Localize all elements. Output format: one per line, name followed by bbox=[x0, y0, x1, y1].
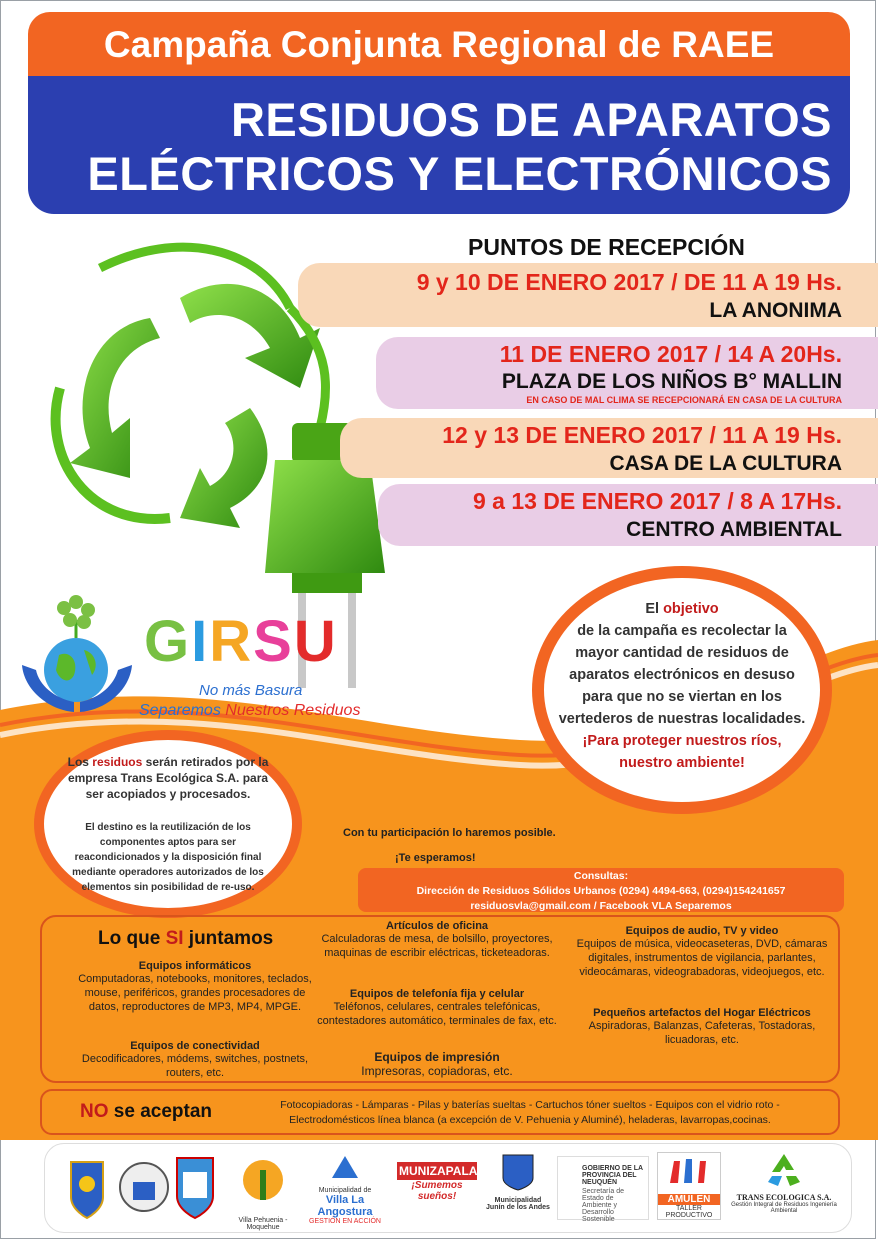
objetivo-intro-b: objetivo bbox=[663, 601, 719, 617]
junin-shield-icon bbox=[500, 1152, 536, 1192]
group-impresion bbox=[312, 1050, 562, 1078]
amulen-sub: TALLER PRODUCTIVO bbox=[665, 1205, 713, 1219]
punto-1 bbox=[298, 263, 878, 327]
group-title: Equipos informáticos bbox=[138, 960, 252, 972]
no-aceptan-text: Fotocopiadoras - Lámparas - Pilas y baterías sueltas - Cartuchos tóner sueltos - Equipos con el vidrio roto - Electrodomésticos línea blanca (a excepción de V. Pehuenia y Aluminé), heladeras, lavarropas,cocinas. bbox=[280, 1099, 780, 1126]
consultas-box bbox=[358, 868, 844, 912]
title-line-2: ELÉCTRICOS Y ELECTRÓNICOS bbox=[87, 147, 832, 200]
campaign-title: Campaña Conjunta Regional de RAEE bbox=[103, 24, 775, 65]
girsu-wordmark: GIRSU bbox=[144, 609, 338, 674]
residuos-intro-b: residuos bbox=[92, 755, 143, 769]
punto-4-date: 9 a 13 DE ENERO 2017 / 8 A 17Hs. bbox=[472, 488, 842, 514]
group-informaticos bbox=[70, 960, 320, 1014]
group-hogar bbox=[572, 1007, 832, 1047]
group-text: Computadoras, notebooks, monitores, teclados, mouse, periféricos, grandes procesadores de datos, reproductores de MP3, MP4, MPGE. bbox=[78, 973, 312, 1013]
group-oficina bbox=[312, 920, 562, 960]
group-text: Aspiradoras, Balanzas, Cafeteras, Tostadoras, licuadoras, etc. bbox=[588, 1020, 816, 1046]
mountain-icon bbox=[330, 1152, 360, 1182]
group-text: Equipos de música, videocaseteras, DVD, cámaras digitales, instrumentos de vigilancia, parlantes, videocámaras, videograbadoras, videojuegos, etc. bbox=[576, 938, 828, 978]
angostura-name: Villa La Angostura bbox=[317, 1194, 373, 1218]
trans-logo bbox=[729, 1152, 839, 1214]
punto-3 bbox=[340, 418, 878, 478]
group-telefonia bbox=[312, 988, 562, 1028]
objetivo-text bbox=[554, 598, 810, 774]
munizapala-logo bbox=[397, 1162, 477, 1202]
punto-2-note: EN CASO DE MAL CLIMA SE RECEPCIONARÁ EN CASA DE LA CULTURA bbox=[526, 395, 842, 405]
si-title-a: Lo que bbox=[98, 928, 161, 949]
trans-name: TRANS ECOLOGICA S.A. bbox=[736, 1193, 832, 1202]
globe-hands-icon bbox=[14, 580, 144, 730]
si-title-b: SI bbox=[165, 928, 184, 949]
esperamos-text: ¡Te esperamos! bbox=[395, 852, 476, 864]
gobierno-name: GOBIERNO DE LA PROVINCIA DEL NEUQUÉN bbox=[582, 1165, 643, 1186]
objetivo-body: de la campaña es recolectar la mayor cantidad de residuos de aparatos electrónicos en desuso para que no se viertan en los vertederos de nuestras localidades. bbox=[558, 623, 806, 727]
trans-sub: Gestión Integral de Residuos Ingeniería Ambiental bbox=[731, 1202, 837, 1214]
girsu-slogan bbox=[139, 702, 360, 720]
residuos-circle bbox=[34, 730, 302, 918]
aluminé-shield-icon bbox=[173, 1152, 217, 1222]
punto-1-date: 9 y 10 DE ENERO 2017 / DE 11 A 19 Hs. bbox=[416, 269, 842, 295]
group-text: Decodificadores, módems, switches, postnets, routers, etc. bbox=[81, 1053, 309, 1079]
girsu-logo bbox=[14, 580, 394, 730]
municipal-seal-icon bbox=[119, 1152, 169, 1222]
angostura-sub: GESTIÓN EN ACCIÓN bbox=[309, 1218, 381, 1225]
objetivo-circle bbox=[532, 566, 832, 814]
residuos-intro-a: Los bbox=[67, 755, 89, 769]
recycle-icon bbox=[764, 1152, 804, 1188]
residuos-text1 bbox=[64, 754, 272, 802]
group-text: Impresoras, copiadoras, etc. bbox=[361, 1064, 513, 1078]
campaign-banner bbox=[28, 12, 850, 76]
amulen-name: AMULEN bbox=[658, 1194, 720, 1205]
punto-2-date: 11 DE ENERO 2017 / 14 A 20Hs. bbox=[499, 341, 842, 367]
junin-logo bbox=[485, 1152, 551, 1211]
title-banner bbox=[28, 76, 850, 214]
gobierno-logo bbox=[557, 1156, 649, 1223]
pehuenia-label: Villa Pehuenia - Moquehue bbox=[238, 1217, 288, 1231]
si-juntamos-title bbox=[98, 928, 273, 950]
pehuenia-logo bbox=[231, 1152, 295, 1231]
group-title: Equipos de impresión bbox=[374, 1050, 500, 1064]
munizapala-sub: ¡Sumemos sueños! bbox=[411, 1180, 463, 1202]
residuos-text2: El destino es la reutilización de los componentes aptos para ser reacondicionados y la disposición final mediante operadores autorizados de los elementos sin posibilidad de re-uso. bbox=[72, 822, 264, 893]
no-title-a: NO bbox=[80, 1101, 109, 1122]
junin-label: Municipalidad Junín de los Andes bbox=[486, 1197, 550, 1211]
punto-3-date: 12 y 13 DE ENERO 2017 / 11 A 19 Hs. bbox=[442, 422, 842, 448]
punto-3-place: CASA DE LA CULTURA bbox=[609, 452, 842, 475]
girsu-slogan-a: Separemos bbox=[139, 702, 221, 719]
consultas-title: Consultas: bbox=[573, 870, 629, 882]
group-title: Pequeños artefactos del Hogar Eléctricos bbox=[593, 1007, 811, 1019]
punto-2 bbox=[376, 337, 878, 409]
group-conectividad bbox=[70, 1040, 320, 1080]
punto-1-place: LA ANONIMA bbox=[709, 299, 842, 322]
si-title-c: juntamos bbox=[188, 928, 274, 949]
gobierno-sub: Secretaría de Estado de Ambiente y Desarrollo Sostenible bbox=[582, 1188, 625, 1223]
angostura-top: Municipalidad de bbox=[318, 1187, 372, 1194]
puntos-title: PUNTOS DE RECEPCIÓN bbox=[468, 234, 745, 260]
pehuenia-icon bbox=[231, 1152, 295, 1212]
neuquen-shield-icon bbox=[67, 1152, 107, 1222]
munizapala-name: MUNIZAPALA bbox=[399, 1164, 478, 1178]
angostura-logo bbox=[299, 1152, 391, 1225]
residuos-body: serán retirados por la empresa Trans Ecológica S.A. para ser acopiados y procesados. bbox=[67, 755, 269, 801]
group-title: Equipos de telefonía fija y celular bbox=[349, 988, 525, 1000]
title-line-1: RESIDUOS DE APARATOS bbox=[230, 93, 832, 146]
group-text: Teléfonos, celulares, centrales telefónicas, contestadores automático, terminales de fax, etc. bbox=[317, 1001, 557, 1027]
punto-4-place: CENTRO AMBIENTAL bbox=[626, 518, 842, 541]
objetivo-intro-a: El bbox=[645, 601, 660, 617]
objetivo-cta: ¡Para proteger nuestros ríos, nuestro ambiente! bbox=[582, 733, 782, 771]
group-title: Artículos de oficina bbox=[385, 920, 489, 932]
no-title-b: se aceptan bbox=[113, 1101, 213, 1122]
girsu-slogan-b: Nuestros Residuos bbox=[225, 702, 361, 719]
punto-2-place: PLAZA DE LOS NIÑOS B° MALLIN bbox=[501, 370, 842, 393]
group-title: Equipos de audio, TV y video bbox=[625, 925, 779, 937]
group-text: Calculadoras de mesa, de bolsillo, proyectores, maquinas de escribir eléctricas, ticketeadoras. bbox=[321, 933, 553, 959]
consultas-line1: Dirección de Residuos Sólidos Urbanos (0294) 4494-663, (0294)154241657 bbox=[416, 885, 786, 897]
punto-4 bbox=[378, 484, 878, 546]
hands-icon bbox=[664, 1153, 714, 1189]
no-aceptan-title bbox=[80, 1101, 212, 1123]
participacion-text: Con tu participación lo haremos posible. bbox=[343, 827, 556, 839]
logos-strip bbox=[44, 1143, 852, 1233]
group-title: Equipos de conectividad bbox=[130, 1040, 260, 1052]
group-audio bbox=[572, 925, 832, 979]
consultas-line2: residuosvla@gmail.com / Facebook VLA Separemos bbox=[470, 900, 732, 912]
amulen-logo bbox=[657, 1152, 721, 1220]
girsu-tagline: No más Basura bbox=[199, 682, 303, 699]
